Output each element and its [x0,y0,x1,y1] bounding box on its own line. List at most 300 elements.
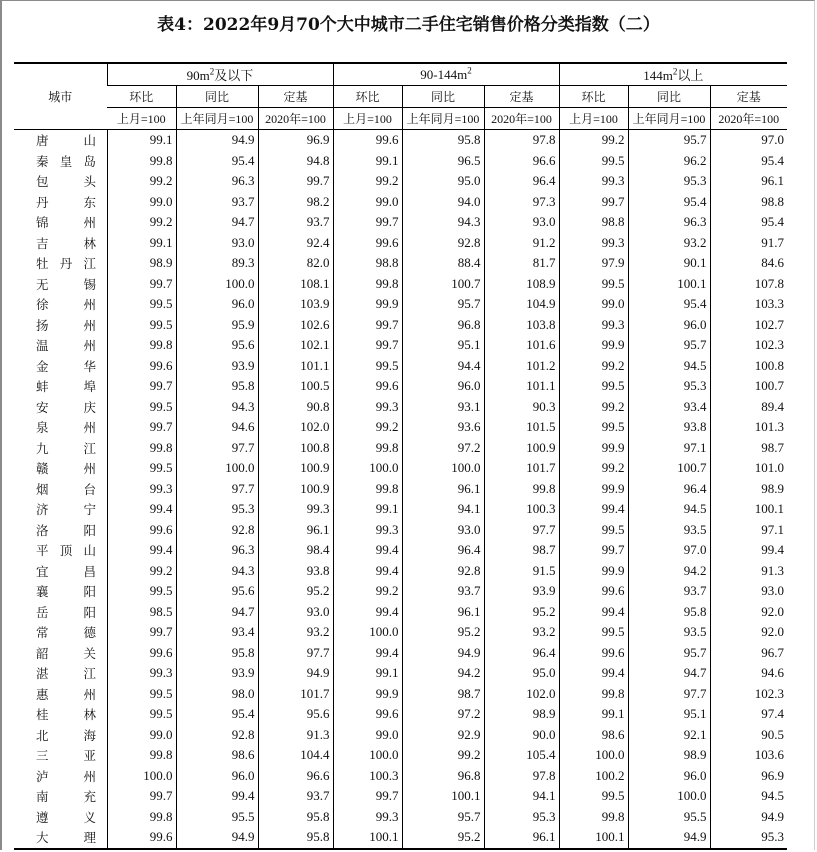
index-value-cell: 99.9 [559,335,628,356]
index-value-cell: 99.6 [107,643,176,664]
city-cell [14,274,107,295]
index-value-cell: 95.7 [628,335,710,356]
city-name: 烟 台 [36,481,96,497]
city-name: 桂 林 [36,707,96,723]
index-value-cell: 97.2 [402,438,484,459]
index-value-cell: 99.3 [559,171,628,192]
index-value-cell: 99.2 [559,130,628,151]
index-value-cell: 93.7 [628,581,710,602]
index-value-cell: 100.8 [258,438,333,459]
index-value-cell: 99.2 [402,745,484,766]
table-row [14,684,787,705]
index-value-cell: 98.7 [402,684,484,705]
index-value-cell: 99.2 [559,458,628,479]
city-name: 牡丹江 [36,256,96,272]
index-value-cell: 100.7 [710,376,787,397]
table-row [14,458,787,479]
index-value-cell: 101.7 [258,684,333,705]
index-value-cell: 91.3 [258,725,333,746]
index-value-cell: 93.2 [258,622,333,643]
index-value-cell: 94.2 [402,663,484,684]
index-value-cell: 100.0 [628,786,710,807]
city-name: 金 华 [36,358,96,374]
index-value-cell: 95.2 [258,581,333,602]
index-value-cell: 93.4 [176,622,258,643]
index-value-cell: 99.6 [333,233,402,254]
index-value-cell: 95.4 [710,212,787,233]
city-name: 洛 阳 [36,522,96,538]
table-row [14,786,787,807]
index-value-cell: 99.4 [107,499,176,520]
index-value-cell: 96.4 [402,540,484,561]
index-value-cell: 93.7 [258,786,333,807]
index-value-cell: 95.8 [402,130,484,151]
index-value-cell: 91.7 [710,233,787,254]
index-value-cell: 95.3 [628,171,710,192]
index-value-cell: 93.0 [484,212,559,233]
index-value-cell: 94.9 [402,643,484,664]
index-value-cell: 96.6 [484,151,559,172]
index-value-cell: 99.7 [107,622,176,643]
index-value-cell: 95.4 [628,294,710,315]
index-value-cell: 100.2 [559,766,628,787]
index-value-cell: 98.7 [484,540,559,561]
index-value-cell: 95.5 [176,807,258,828]
city-name: 岳 阳 [36,604,96,620]
table-row [14,417,787,438]
city-name: 九 江 [36,440,96,456]
base-header: 上月=100 [559,108,628,130]
index-value-cell: 96.1 [402,479,484,500]
index-value-cell: 101.6 [484,335,559,356]
index-value-cell: 93.9 [176,356,258,377]
city-name: 北 海 [36,727,96,743]
index-value-cell: 99.0 [559,294,628,315]
index-value-cell: 94.9 [176,130,258,151]
index-value-cell: 93.0 [710,581,787,602]
index-value-cell: 96.1 [484,827,559,849]
city-name: 丹 东 [36,194,96,210]
table-row [14,376,787,397]
index-value-cell: 97.9 [559,253,628,274]
index-value-cell: 99.7 [333,315,402,336]
base-header: 上月=100 [107,108,176,130]
index-value-cell: 99.2 [559,356,628,377]
index-value-cell: 84.6 [710,253,787,274]
index-value-cell: 96.1 [710,171,787,192]
index-value-cell: 104.9 [484,294,559,315]
index-value-cell: 99.5 [559,417,628,438]
index-value-cell: 96.8 [402,315,484,336]
index-value-cell: 100.0 [559,745,628,766]
index-value-cell: 96.1 [402,602,484,623]
index-value-cell: 94.1 [484,786,559,807]
index-value-cell: 98.9 [710,479,787,500]
index-value-cell: 95.4 [176,151,258,172]
city-name: 三 亚 [36,748,96,764]
base-header: 上年同月=100 [176,108,258,130]
city-name: 惠 州 [36,686,96,702]
city-name: 遵 义 [36,809,96,825]
index-value-cell: 99.6 [559,643,628,664]
index-value-cell: 95.0 [484,663,559,684]
base-header: 上年同月=100 [402,108,484,130]
table-row [14,725,787,746]
index-value-cell: 99.6 [333,704,402,725]
city-cell [14,130,107,151]
city-cell [14,520,107,541]
index-value-cell: 97.7 [176,479,258,500]
metric-header: 定基 [710,86,787,108]
index-value-cell: 96.4 [484,171,559,192]
index-value-cell: 100.0 [333,745,402,766]
index-value-cell: 100.1 [628,274,710,295]
city-cell [14,745,107,766]
index-value-cell: 104.4 [258,745,333,766]
index-value-cell: 100.9 [258,458,333,479]
index-value-cell: 95.2 [402,827,484,849]
index-value-cell: 95.2 [402,622,484,643]
index-value-cell: 94.7 [176,602,258,623]
index-value-cell: 99.8 [333,274,402,295]
index-value-cell: 97.7 [258,643,333,664]
index-value-cell: 91.5 [484,561,559,582]
city-cell [14,499,107,520]
index-value-cell: 99.4 [559,499,628,520]
index-value-cell: 90.0 [484,725,559,746]
index-value-cell: 90.3 [484,397,559,418]
index-value-cell: 94.3 [176,397,258,418]
index-value-cell: 99.3 [333,807,402,828]
city-cell [14,438,107,459]
index-value-cell: 99.3 [107,479,176,500]
index-value-cell: 90.8 [258,397,333,418]
base-header: 2020年=100 [710,108,787,130]
city-cell [14,807,107,828]
index-value-cell: 103.6 [710,745,787,766]
index-value-cell: 101.1 [258,356,333,377]
index-value-cell: 92.8 [402,233,484,254]
index-value-cell: 96.7 [710,643,787,664]
table-row [14,643,787,664]
city-cell [14,479,107,500]
index-value-cell: 94.2 [628,561,710,582]
index-value-cell: 102.6 [258,315,333,336]
index-value-cell: 99.4 [559,602,628,623]
city-cell [14,294,107,315]
index-value-cell: 94.4 [402,356,484,377]
table-row [14,602,787,623]
index-value-cell: 98.9 [484,704,559,725]
index-value-cell: 95.8 [628,602,710,623]
index-value-cell: 97.0 [710,130,787,151]
table-row [14,499,787,520]
table-row [14,561,787,582]
index-value-cell: 95.8 [176,643,258,664]
index-value-cell: 99.1 [107,233,176,254]
index-value-cell: 93.6 [402,417,484,438]
index-value-cell: 100.0 [333,458,402,479]
index-value-cell: 99.3 [258,499,333,520]
index-value-cell: 99.5 [107,294,176,315]
city-column-header: 城市 [14,63,107,130]
index-value-cell: 99.7 [559,540,628,561]
index-value-cell: 99.5 [559,376,628,397]
index-value-cell: 96.3 [176,171,258,192]
index-value-cell: 99.2 [107,561,176,582]
index-value-cell: 99.7 [333,786,402,807]
table-row [14,151,787,172]
city-cell [14,540,107,561]
city-cell [14,397,107,418]
index-value-cell: 96.0 [176,294,258,315]
city-name: 温 州 [36,338,96,354]
index-value-cell: 94.9 [628,827,710,849]
index-value-cell: 81.7 [484,253,559,274]
index-value-cell: 98.8 [710,192,787,213]
index-value-cell: 107.8 [710,274,787,295]
index-value-cell: 96.0 [628,766,710,787]
index-value-cell: 99.6 [559,581,628,602]
index-value-cell: 100.1 [333,827,402,849]
index-value-cell: 102.3 [710,684,787,705]
table-row [14,294,787,315]
city-cell [14,704,107,725]
index-value-cell: 99.5 [333,356,402,377]
index-value-cell: 93.5 [628,520,710,541]
index-value-cell: 100.0 [176,274,258,295]
index-value-cell: 99.7 [107,786,176,807]
index-value-cell: 93.5 [628,622,710,643]
index-value-cell: 99.7 [333,212,402,233]
index-value-cell: 92.8 [402,561,484,582]
index-value-cell: 100.8 [710,356,787,377]
index-value-cell: 94.5 [710,786,787,807]
index-value-cell: 99.9 [333,294,402,315]
city-cell [14,356,107,377]
city-cell [14,315,107,336]
table-row [14,130,787,151]
index-value-cell: 99.8 [107,335,176,356]
index-value-cell: 96.3 [176,540,258,561]
city-cell [14,602,107,623]
index-value-cell: 94.5 [628,356,710,377]
index-value-cell: 99.6 [333,130,402,151]
city-cell [14,561,107,582]
index-value-cell: 99.3 [559,233,628,254]
city-name: 襄 阳 [36,584,96,600]
index-value-cell: 99.4 [333,602,402,623]
city-name: 唐 山 [36,133,96,149]
index-value-cell: 100.1 [559,827,628,849]
index-value-cell: 93.0 [176,233,258,254]
index-value-cell: 94.0 [402,192,484,213]
index-value-cell: 100.0 [107,766,176,787]
table-row [14,335,787,356]
index-value-cell: 95.8 [176,376,258,397]
city-name: 济 宁 [36,502,96,518]
table-row [14,438,787,459]
index-value-cell: 101.5 [484,417,559,438]
index-value-cell: 101.1 [484,376,559,397]
index-value-cell: 93.0 [258,602,333,623]
index-value-cell: 92.8 [176,725,258,746]
index-value-cell: 90.5 [710,725,787,746]
index-value-cell: 99.2 [107,171,176,192]
city-cell [14,643,107,664]
table-row [14,274,787,295]
index-value-cell: 88.4 [402,253,484,274]
index-value-cell: 99.5 [107,684,176,705]
index-value-cell: 100.3 [333,766,402,787]
index-value-cell: 98.0 [176,684,258,705]
index-value-cell: 99.6 [107,827,176,849]
index-value-cell: 99.9 [333,684,402,705]
table-row [14,540,787,561]
index-value-cell: 95.3 [710,827,787,849]
city-cell [14,684,107,705]
index-value-cell: 94.6 [710,663,787,684]
index-value-cell: 97.4 [710,704,787,725]
city-cell [14,376,107,397]
index-value-cell: 95.5 [628,807,710,828]
index-value-cell: 96.0 [176,766,258,787]
index-value-cell: 100.9 [484,438,559,459]
index-value-cell: 96.6 [258,766,333,787]
index-value-cell: 99.1 [559,704,628,725]
index-value-cell: 97.2 [402,704,484,725]
index-value-cell: 99.8 [333,479,402,500]
index-value-cell: 101.2 [484,356,559,377]
index-value-cell: 91.2 [484,233,559,254]
index-value-cell: 92.4 [258,233,333,254]
table-row [14,315,787,336]
index-value-cell: 92.8 [176,520,258,541]
index-value-cell: 99.8 [107,807,176,828]
index-value-cell: 98.2 [258,192,333,213]
index-value-cell: 94.3 [176,561,258,582]
city-cell [14,171,107,192]
index-value-cell: 95.1 [402,335,484,356]
table-row [14,397,787,418]
index-value-cell: 98.6 [176,745,258,766]
index-value-cell: 99.5 [559,520,628,541]
metric-header: 环比 [107,86,176,108]
index-value-cell: 98.7 [710,438,787,459]
index-value-cell: 101.7 [484,458,559,479]
index-value-cell: 99.8 [107,745,176,766]
group-header-small: $90m^2$及以下 [107,63,333,86]
city-name: 平顶山 [36,543,96,559]
city-cell [14,192,107,213]
index-value-cell: 100.1 [710,499,787,520]
index-value-cell: 99.2 [107,212,176,233]
index-value-cell: 98.8 [333,253,402,274]
index-value-cell: 99.7 [333,335,402,356]
index-value-cell: 100.0 [402,458,484,479]
index-value-cell: 100.7 [402,274,484,295]
index-value-cell: 93.7 [402,581,484,602]
index-value-cell: 99.8 [107,151,176,172]
index-value-cell: 95.6 [258,704,333,725]
city-name: 蚌 埠 [36,379,96,395]
index-value-cell: 94.8 [258,151,333,172]
index-value-cell: 100.0 [176,458,258,479]
metric-header: 环比 [333,86,402,108]
index-value-cell: 96.1 [258,520,333,541]
index-value-cell: 99.1 [333,663,402,684]
city-name: 泸 州 [36,768,96,784]
index-value-cell: 102.0 [258,417,333,438]
index-value-cell: 99.3 [333,397,402,418]
index-value-cell: 98.8 [559,212,628,233]
index-value-cell: 98.6 [559,725,628,746]
index-value-cell: 95.4 [628,192,710,213]
index-value-cell: 92.9 [402,725,484,746]
index-value-cell: 96.9 [258,130,333,151]
index-value-cell: 99.1 [333,151,402,172]
city-cell [14,335,107,356]
index-value-cell: 96.0 [402,376,484,397]
index-value-cell: 99.5 [107,704,176,725]
index-value-cell: 94.9 [258,663,333,684]
city-cell [14,151,107,172]
table-row [14,233,787,254]
city-cell [14,622,107,643]
city-cell [14,786,107,807]
table-row [14,827,787,849]
index-value-cell: 101.3 [710,417,787,438]
index-value-cell: 99.1 [333,499,402,520]
city-cell [14,253,107,274]
index-value-cell: 95.3 [628,376,710,397]
city-cell [14,417,107,438]
index-value-cell: 99.5 [107,397,176,418]
index-value-cell: 94.6 [176,417,258,438]
city-name: 扬 州 [36,317,96,333]
metric-header: 同比 [402,86,484,108]
index-value-cell: 99.0 [107,192,176,213]
city-name: 徐 州 [36,297,96,313]
index-value-cell: 91.3 [710,561,787,582]
index-value-cell: 99.0 [333,725,402,746]
city-name: 赣 州 [36,461,96,477]
index-value-cell: 99.4 [333,643,402,664]
index-value-cell: 94.3 [402,212,484,233]
index-value-cell: 93.9 [176,663,258,684]
index-value-cell: 96.9 [710,766,787,787]
index-value-cell: 99.5 [559,786,628,807]
index-value-cell: 99.0 [333,192,402,213]
index-value-cell: 95.2 [484,602,559,623]
index-value-cell: 99.5 [107,458,176,479]
city-name: 秦皇岛 [36,153,96,169]
index-value-cell: 93.2 [628,233,710,254]
index-value-cell: 99.4 [333,540,402,561]
index-value-cell: 95.4 [710,151,787,172]
index-value-cell: 103.3 [710,294,787,315]
table-row [14,663,787,684]
table-row [14,766,787,787]
metric-header: 同比 [176,86,258,108]
index-value-cell: 95.3 [176,499,258,520]
group-header-large: $144m^2$以上 [559,63,787,86]
city-cell [14,233,107,254]
index-value-cell: 99.9 [559,438,628,459]
index-value-cell: 92.0 [710,602,787,623]
index-value-cell: 98.9 [107,253,176,274]
table-title: 表4：2022年9月70个大中城市二手住宅销售价格分类指数（二） [157,15,660,35]
